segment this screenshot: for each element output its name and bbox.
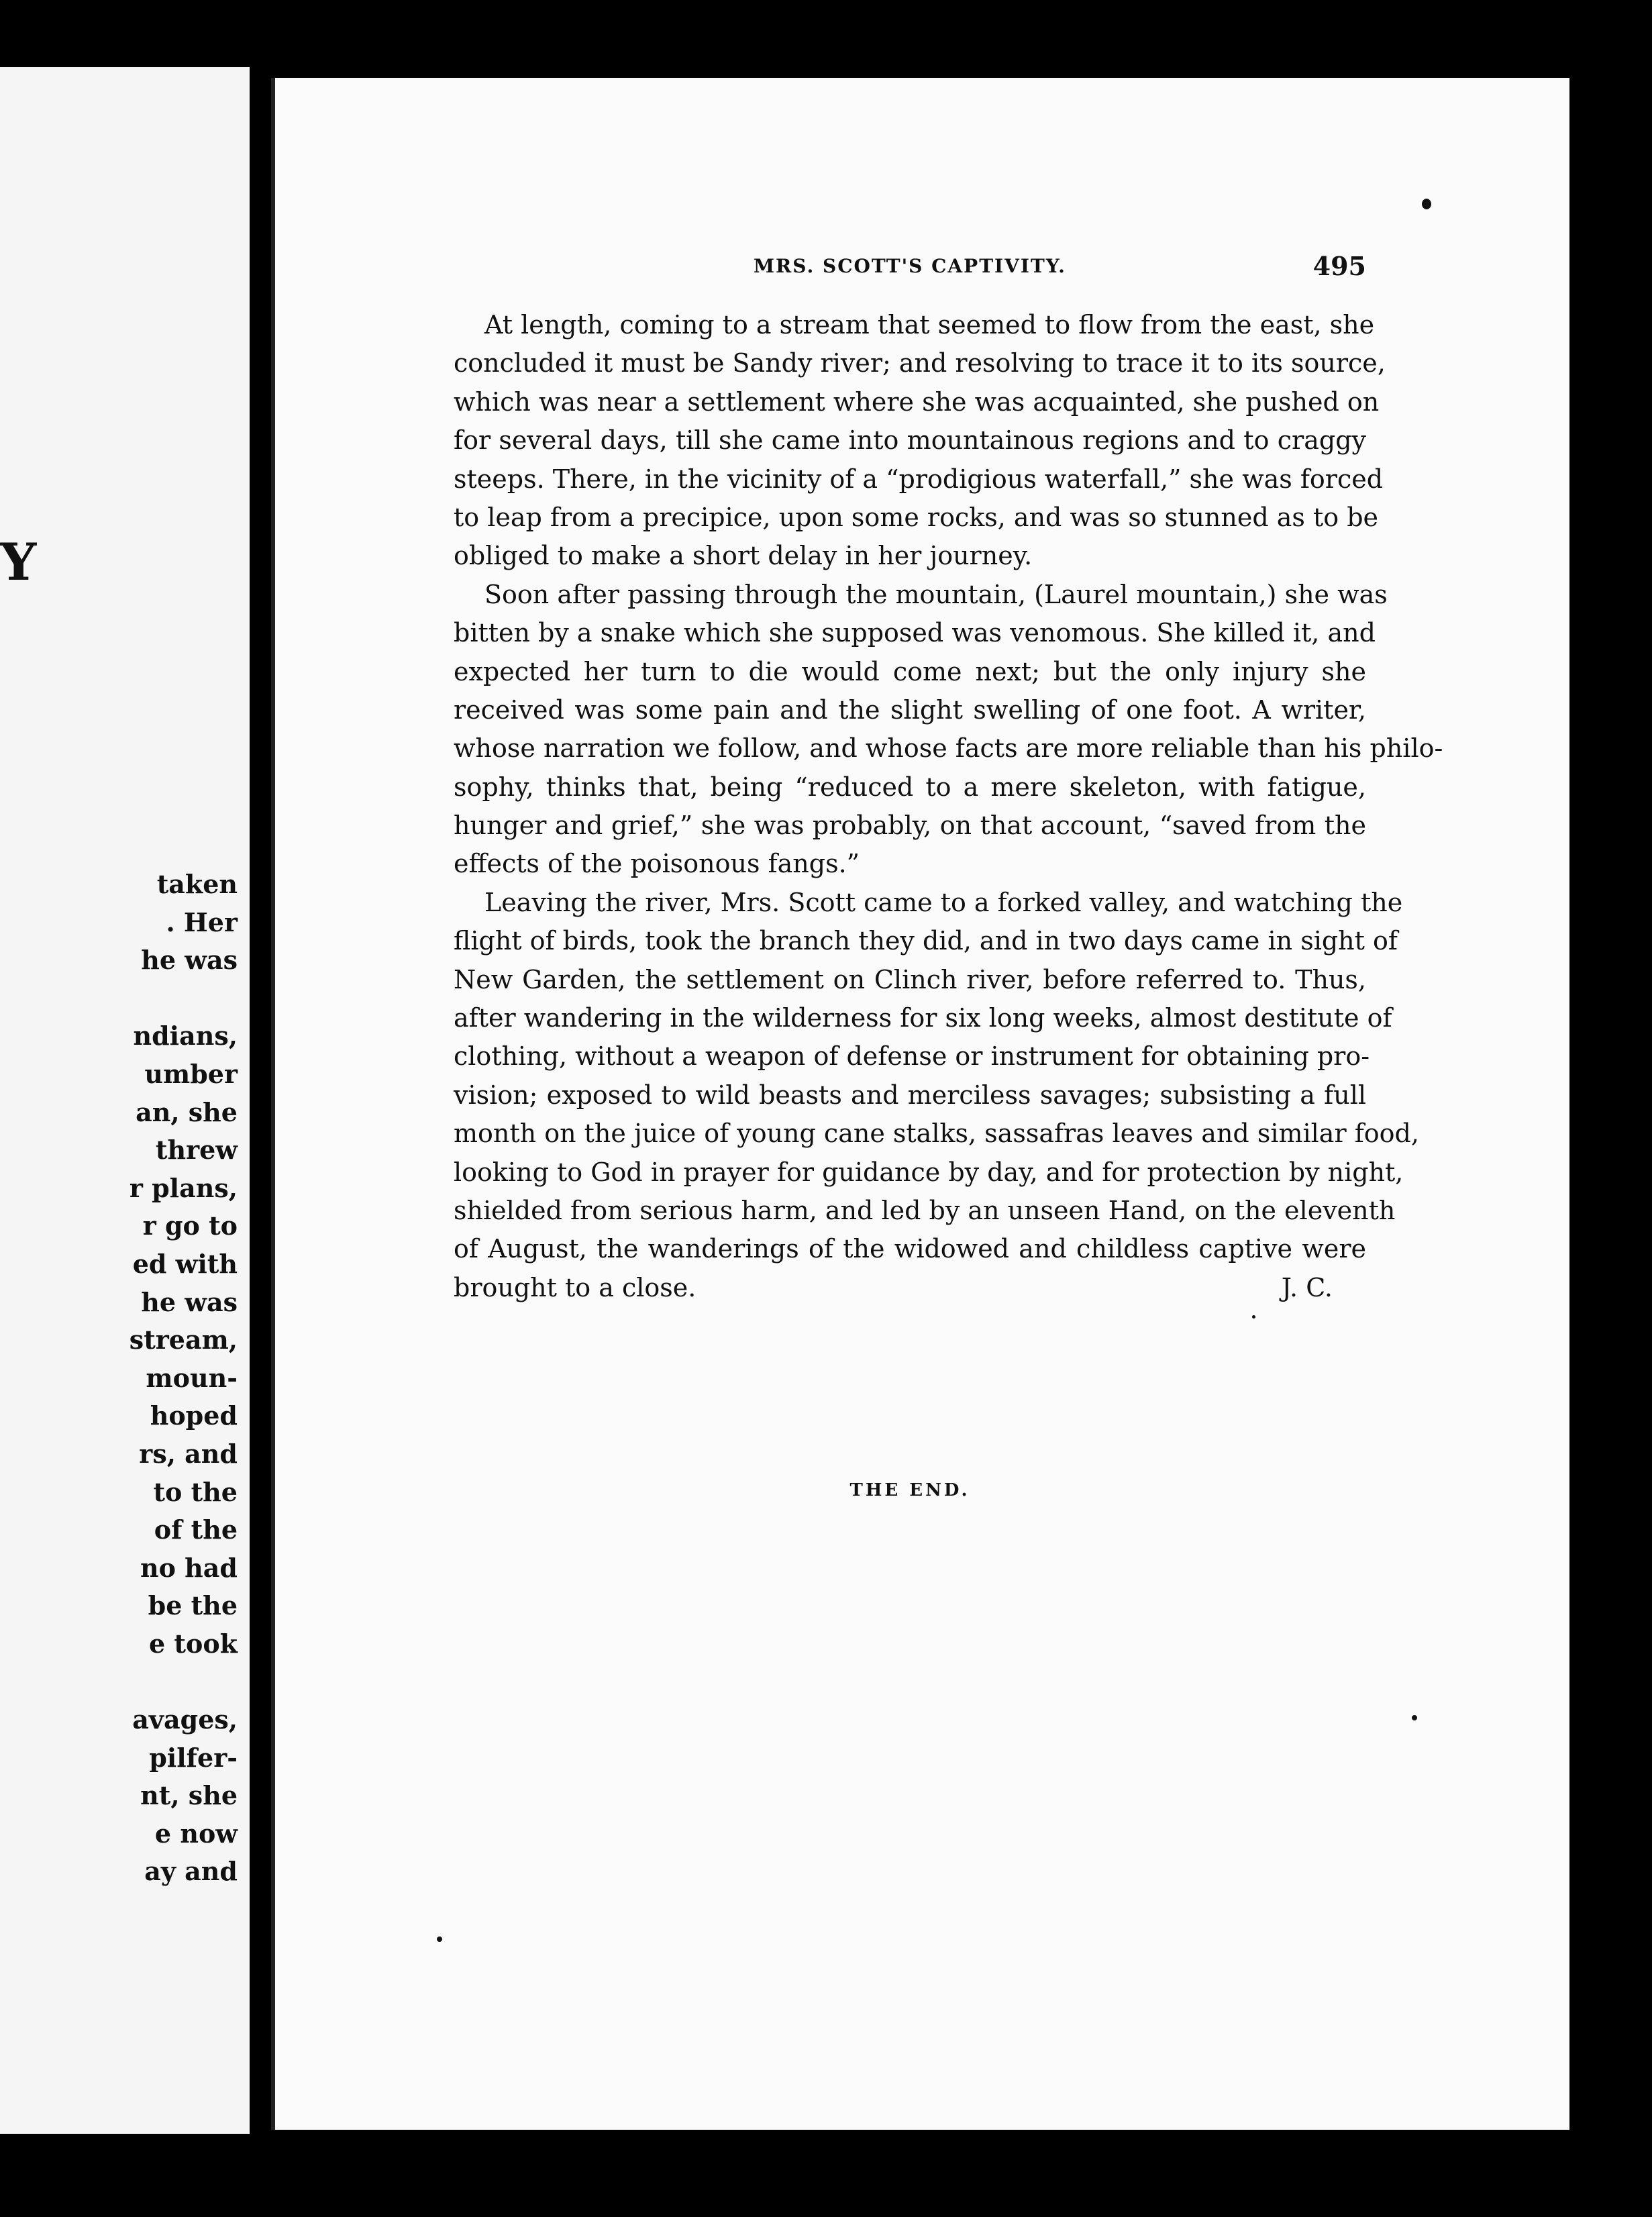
text-line: for several days, till she came into mountainous regions and to craggy xyxy=(454,425,1366,456)
text-line: brought to a close. xyxy=(454,1272,696,1302)
previous-page-line: . Her xyxy=(166,907,238,937)
previous-page-line xyxy=(63,1663,238,1701)
previous-page-text xyxy=(63,866,238,1891)
author-initials: J. C. xyxy=(1281,1272,1333,1302)
previous-page-line: umber xyxy=(144,1058,238,1089)
previous-page-line: no had xyxy=(140,1552,238,1583)
text-line: received was some pain and the slight swelling of one foot. A writer, xyxy=(454,694,1366,725)
text-line: to leap from a precipice, upon some rocks, and was so stunned as to be xyxy=(454,502,1379,532)
text-line: Soon after passing through the mountain, (Laurel mountain,) she was xyxy=(484,579,1388,609)
ink-speck xyxy=(1422,199,1431,209)
text-line: At length, coming to a stream that seemed to flow from the east, she xyxy=(484,310,1375,340)
text-line: hunger and grief,” she was probably, on that account, “saved from the xyxy=(454,811,1366,841)
ink-speck xyxy=(1252,1315,1255,1319)
previous-page-line: pilfer- xyxy=(149,1742,238,1773)
closing-text: THE END. xyxy=(849,1480,970,1500)
previous-page-line: nt, she xyxy=(140,1780,238,1811)
body-text xyxy=(454,306,1443,1307)
previous-page-line: moun- xyxy=(146,1362,238,1393)
text-line: sophy, thinks that, being “reduced to a mere skeleton, with fatigue, xyxy=(454,772,1366,802)
text-line: New Garden, the settlement on Clinch river, before referred to. Thus, xyxy=(454,964,1366,994)
previous-page-line: hoped xyxy=(150,1400,238,1431)
text-line: of August, the wanderings of the widowed and childless captive were xyxy=(454,1234,1366,1264)
text-line: month on the juice of young cane stalks, sassafras leaves and similar food, xyxy=(454,1119,1419,1149)
previous-page-line: rs, and xyxy=(139,1438,238,1469)
page-number: 495 xyxy=(1312,251,1366,281)
previous-page-heading-fragment: Y xyxy=(0,532,37,592)
final-line xyxy=(454,1269,1366,1307)
previous-page xyxy=(0,67,250,2134)
previous-page-line: e now xyxy=(154,1818,238,1849)
text-line: steeps. There, in the vicinity of a “prodigious waterfall,” she was forced xyxy=(454,464,1384,494)
previous-page-line: taken xyxy=(156,869,238,899)
text-line: Leaving the river, Mrs. Scott came to a forked valley, and watching the xyxy=(484,887,1403,917)
previous-page-line: ndians, xyxy=(133,1021,238,1051)
previous-page-line: be the xyxy=(148,1590,238,1621)
text-line: after wandering in the wilderness for six long weeks, almost destitute of xyxy=(454,1003,1392,1033)
page-gutter xyxy=(271,78,275,2130)
text-line: obliged to make a short delay in her journey. xyxy=(454,541,1033,571)
previous-page-line: ed with xyxy=(132,1248,238,1279)
text-line: clothing, without a weapon of defense or instrument for obtaining pro- xyxy=(454,1041,1370,1072)
text-line: effects of the poisonous fangs.” xyxy=(454,849,860,879)
text-line: bitten by a snake which she supposed was venomous. She killed it, and xyxy=(454,618,1376,648)
previous-page-line: to the xyxy=(153,1476,238,1507)
previous-page-line: stream, xyxy=(129,1325,238,1355)
book-page xyxy=(271,78,1569,2130)
previous-page-line: r plans, xyxy=(129,1172,238,1203)
previous-page-line: avages, xyxy=(132,1704,238,1735)
previous-page-line: r go to xyxy=(142,1210,238,1241)
text-line: expected her turn to die would come next; but the only injury she xyxy=(454,656,1366,686)
text-line: vision; exposed to wild beasts and merciless savages; subsisting a full xyxy=(454,1080,1366,1110)
previous-page-line: of the xyxy=(154,1514,238,1545)
text-line: flight of birds, took the branch they did, and in two days came in sight of xyxy=(454,926,1398,956)
text-line: which was near a settlement where she was acquainted, she pushed on xyxy=(454,386,1380,417)
ink-speck xyxy=(437,1937,442,1942)
ink-speck xyxy=(1412,1715,1417,1720)
text-line: whose narration we follow, and whose facts are more reliable than his philo- xyxy=(454,733,1443,764)
previous-page-line: he was xyxy=(141,1286,238,1317)
previous-page-line xyxy=(63,980,238,1018)
previous-page-line: threw xyxy=(155,1135,238,1166)
text-line: concluded it must be Sandy river; and resolving to trace it to its source, xyxy=(454,348,1386,378)
previous-page-line: an, she xyxy=(136,1096,238,1127)
text-line: shielded from serious harm, and led by an unseen Hand, on the eleventh xyxy=(454,1195,1396,1225)
text-line: looking to God in prayer for guidance by day, and for protection by night, xyxy=(454,1157,1404,1187)
running-title: MRS. SCOTT'S CAPTIVITY. xyxy=(754,255,1066,277)
running-head xyxy=(454,251,1366,289)
previous-page-line: ay and xyxy=(144,1856,238,1887)
previous-page-line: he was xyxy=(141,945,238,976)
previous-page-line: e took xyxy=(149,1628,238,1659)
